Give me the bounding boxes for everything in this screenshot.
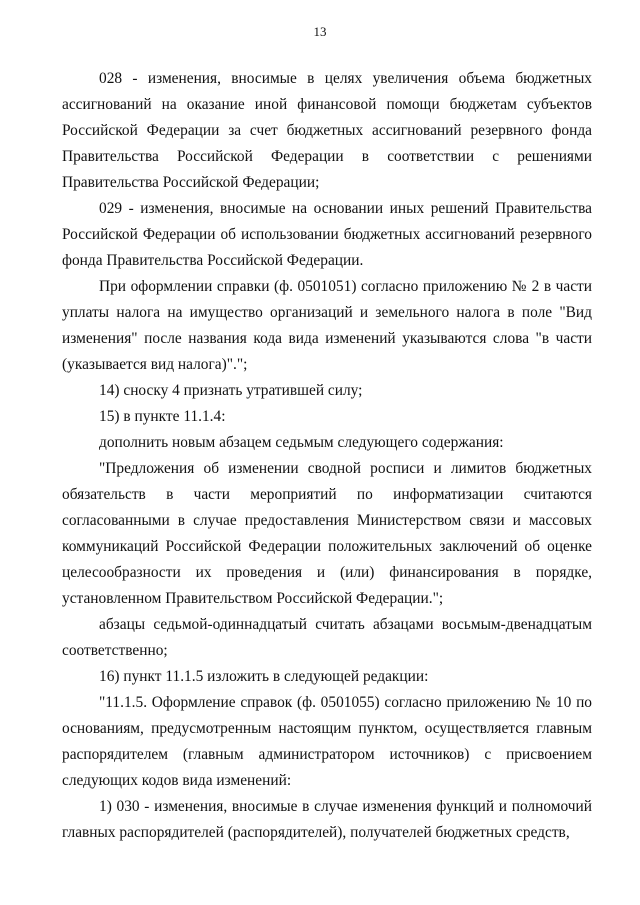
paragraph-item-14: 14) сноску 4 признать утратившей силу; <box>99 382 363 399</box>
paragraph-add-seventh: дополнить новым абзацем седьмым следующего содержания: <box>99 434 504 451</box>
paragraph-code-028: 028 - изменения, вносимые в целях увеличения объема бюджетных ассигнований на оказание иной финансовой помощи бюджетам субъектов Российской Федерации за счет бюджетных ассигнований резервного фонда Правительства Российской Федерации в соответствии с решениями Правительства Российской Федерации; <box>62 70 592 191</box>
paragraph-11-1-5: "11.1.5. Оформление справок (ф. 0501055) согласно приложению № 10 по основаниям, предусмотренным настоящим пунктом, осуществляется главным распорядителем (главным администратором источников) с присвоением следующих кодов вида изменений: <box>62 694 592 789</box>
paragraph-code-029: 029 - изменения, вносимые на основании иных решений Правительства Российской Федерации об использовании бюджетных ассигнований резервного фонда Правительства Российской Федерации. <box>62 200 592 269</box>
paragraph-informatization-quote: "Предложения об изменении сводной росписи и лимитов бюджетных обязательств в части мероприятий по информатизации считаются согласованными в случае предоставления Министерством связи и массовых коммуникаций Российской Федерации положительных заключений об оценке целесообразности их проведения и (или) финансирования в порядке, установленном Правительством Российской Федерации."; <box>62 460 592 607</box>
paragraph-form-0501051: При оформлении справки (ф. 0501051) согласно приложению № 2 в части уплаты налога на имущество организаций и земельного налога в поле "Вид изменения" после названия кода вида изменений указываются слова "в части (указывается вид налога)"."; <box>62 278 592 373</box>
paragraph-code-030: 1) 030 - изменения, вносимые в случае изменения функций и полномочий главных распорядителей (распорядителей), получателей бюджетных средств, <box>62 798 592 841</box>
page-number: 13 <box>313 24 327 39</box>
document-body <box>62 66 592 846</box>
paragraph-renumbering: абзацы седьмой-одиннадцатый считать абзацами восьмым-двенадцатым соответственно; <box>62 616 592 659</box>
paragraph-item-16: 16) пункт 11.1.5 изложить в следующей редакции: <box>99 668 429 685</box>
paragraph-item-15: 15) в пункте 11.1.4: <box>99 408 226 425</box>
